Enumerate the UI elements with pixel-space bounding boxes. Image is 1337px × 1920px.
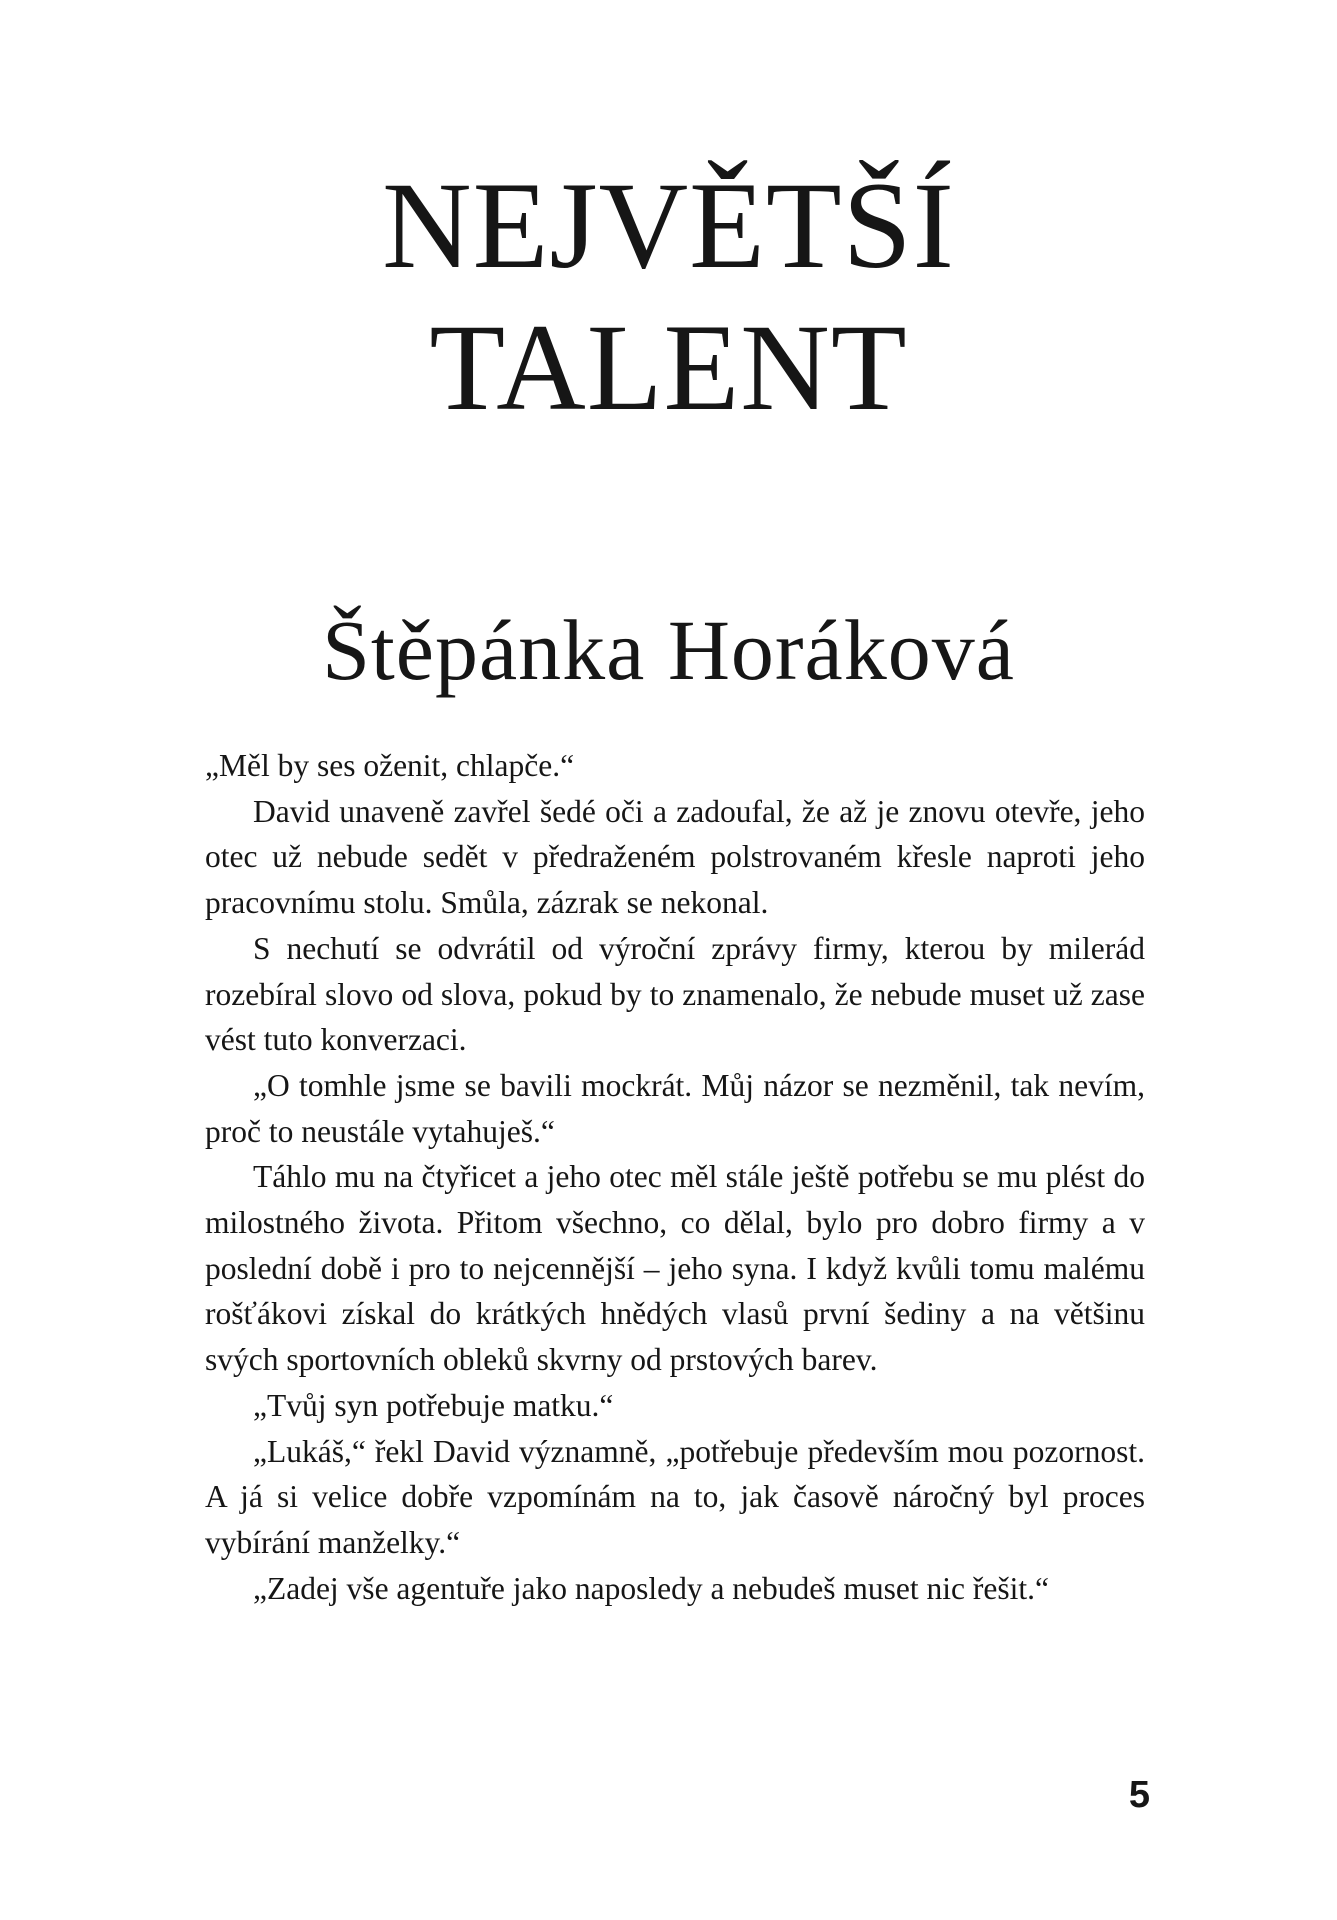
chapter-title [0, 155, 1337, 439]
paragraph-2: David unaveně zavřel šedé oči a zadoufal, že až je znovu otevře, jeho otec už nebude sedět v předraženém polstrovaném křesle naproti jeho pracovnímu stolu. Smůla, zázrak se nekonal. [205, 793, 1145, 921]
chapter-title-line-2: TALENT [429, 299, 908, 436]
paragraph-3: S nechutí se odvrátil od výroční zprávy firmy, kterou by milerád rozebíral slovo od slova, pokud by to znamenalo, že nebude muset už zase vést tuto konverzaci. [205, 930, 1145, 1058]
paragraph-8: „Zadej vše agentuře jako naposledy a nebudeš muset nic řešit.“ [253, 1570, 1049, 1606]
paragraph-4: „O tomhle jsme se bavili mockrát. Můj názor se nezměnil, tak nevím, proč to neustále vytahuješ.“ [205, 1067, 1145, 1149]
paragraph-1: „Měl by ses oženit, chlapče.“ [205, 748, 575, 783]
paragraph-7: „Lukáš,“ řekl David významně, „potřebuje především mou pozornost. A já si velice dobře vzpomínám na to, jak časově náročný byl proces vybírání manželky.“ [205, 1433, 1145, 1560]
page-number: 5 [1128, 1774, 1150, 1816]
author-name: Štěpánka Horáková [322, 602, 1015, 698]
paragraph-5: Táhlo mu na čtyřicet a jeho otec měl stále ještě potřebu se mu plést do milostného života. Přitom všechno, co dělal, bylo pro dobro firmy a v poslední době i pro to nejcennější – jeho syna. I když kvůli tomu malému rošťákovi získal do krátkých hnědých vlasů první šediny a na většinu svých sportovních obleků skvrny od prstových barev. [205, 1159, 1145, 1378]
story-text [205, 743, 1145, 1611]
paragraph-6: „Tvůj syn potřebuje matku.“ [253, 1387, 614, 1423]
chapter-title-line-1: NEJVĚTŠÍ [382, 157, 955, 294]
